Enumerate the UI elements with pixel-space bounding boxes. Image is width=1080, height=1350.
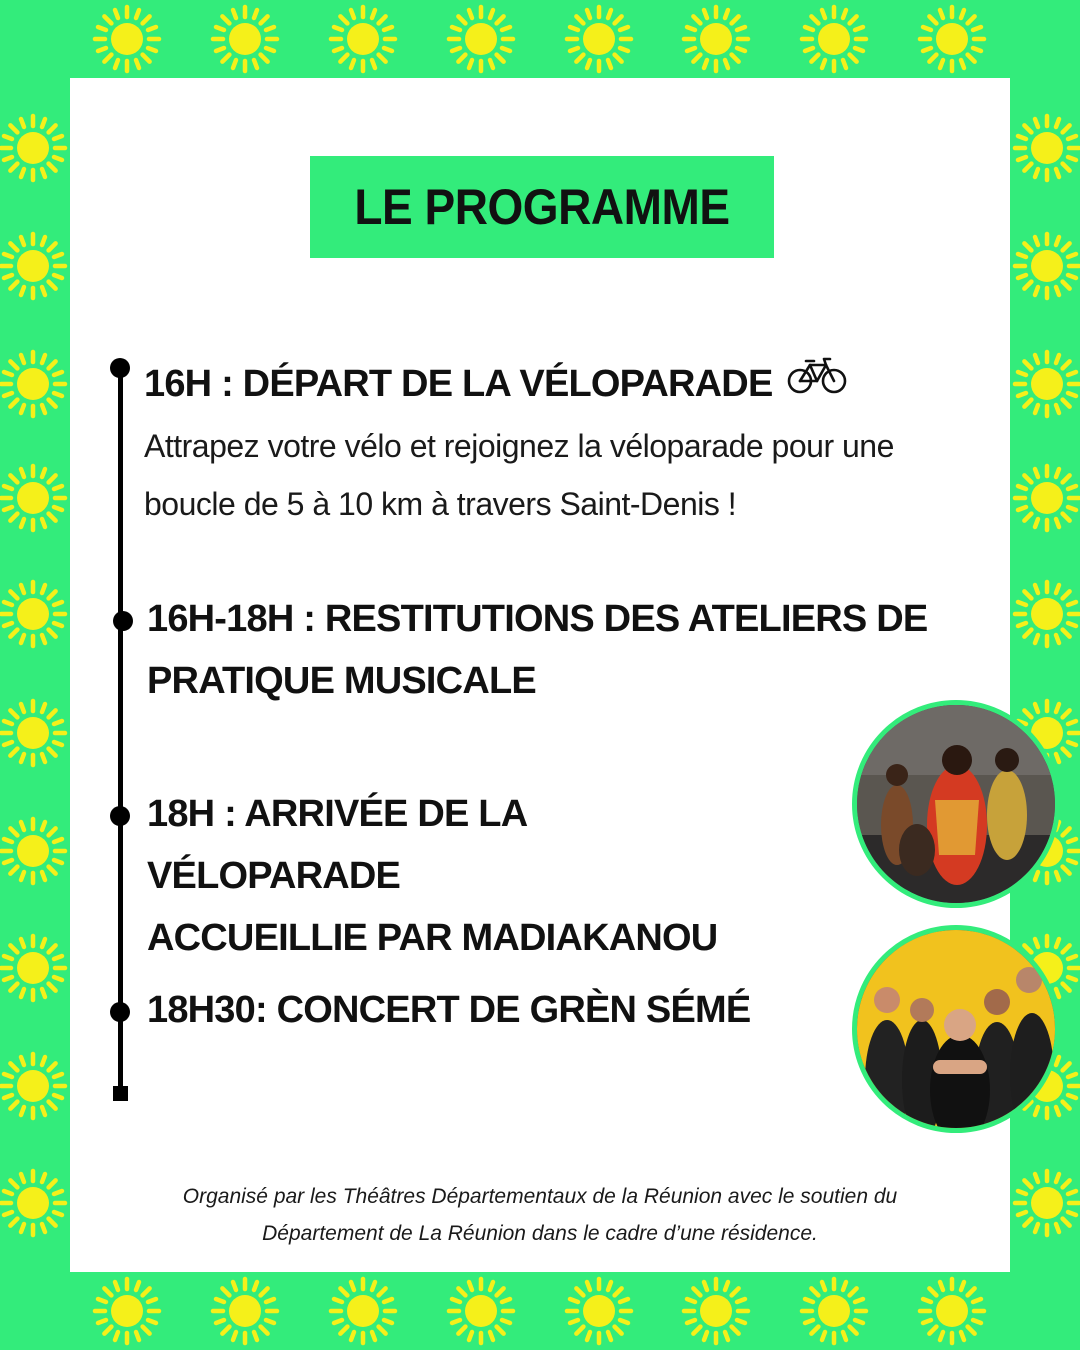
page-title: LE PROGRAMME — [354, 179, 730, 235]
sun-icon — [798, 3, 870, 75]
schedule-item-description: Attrapez votre vélo et rejoignez la véloparade pour une boucle de 5 à 10 km à travers Saint-Denis ! — [144, 427, 894, 522]
sun-icon — [0, 230, 69, 302]
sun-icon — [327, 1275, 399, 1347]
schedule-item-ateliers — [147, 588, 967, 712]
sun-icon — [1011, 462, 1080, 534]
sun-icon — [0, 1167, 69, 1239]
sun-icon — [916, 3, 988, 75]
schedule-item-concert — [147, 979, 787, 1041]
sun-icon — [1011, 348, 1080, 420]
schedule-item-title-cont: ACCUEILLIE PAR MADIAKANOU — [147, 917, 718, 959]
timeline-dot — [113, 611, 133, 631]
schedule-item-title: 18H : ARRIVÉE DE LA VÉLOPARADE — [147, 793, 526, 897]
footer-line: Département de La Réunion dans le cadre d’une résidence. — [262, 1222, 818, 1245]
sun-icon — [1011, 578, 1080, 650]
sun-icon — [0, 697, 69, 769]
timeline-line — [118, 362, 123, 1092]
sun-icon — [680, 3, 752, 75]
schedule-item-velo-arrivee — [147, 783, 787, 969]
sun-icon — [0, 112, 69, 184]
sun-icon — [0, 348, 69, 420]
timeline-end — [113, 1086, 128, 1101]
sun-icon — [91, 1275, 163, 1347]
sun-icon — [209, 3, 281, 75]
madiakanou-photo — [852, 700, 1060, 908]
program-panel — [70, 78, 1010, 1272]
sun-icon — [209, 1275, 281, 1347]
schedule-item-title-cont: PRATIQUE MUSICALE — [147, 660, 536, 702]
sun-icon — [1011, 1167, 1080, 1239]
sun-icon — [0, 462, 69, 534]
schedule-item-velo-depart — [144, 353, 964, 533]
footer-line: Organisé par les Théâtres Départementaux de la Réunion avec le soutien du — [182, 1185, 898, 1208]
schedule-item-title: 16H-18H : RESTITUTIONS DES ATELIERS DE — [147, 598, 928, 640]
schedule-item-title: 18H30: CONCERT DE GRÈN SÉMÉ — [147, 989, 751, 1031]
sun-icon — [916, 1275, 988, 1347]
sun-icon — [0, 932, 69, 1004]
title-banner — [310, 156, 774, 258]
timeline-dot — [110, 1002, 130, 1022]
sun-icon — [327, 3, 399, 75]
sun-icon — [563, 1275, 635, 1347]
schedule-item-title: 16H : DÉPART DE LA VÉLOPARADE — [144, 363, 773, 405]
sun-icon — [1011, 112, 1080, 184]
sun-icon — [445, 3, 517, 75]
sun-icon — [798, 1275, 870, 1347]
sun-icon — [91, 3, 163, 75]
sun-icon — [0, 815, 69, 887]
bicycle-icon — [787, 351, 847, 413]
sun-icon — [1011, 230, 1080, 302]
sun-icon — [445, 1275, 517, 1347]
sun-icon — [680, 1275, 752, 1347]
footer-credits — [110, 1178, 970, 1252]
timeline-dot — [110, 806, 130, 826]
timeline-dot — [110, 358, 130, 378]
sun-icon — [0, 578, 69, 650]
gren-seme-photo — [852, 925, 1060, 1133]
sun-icon — [563, 3, 635, 75]
sun-icon — [0, 1050, 69, 1122]
